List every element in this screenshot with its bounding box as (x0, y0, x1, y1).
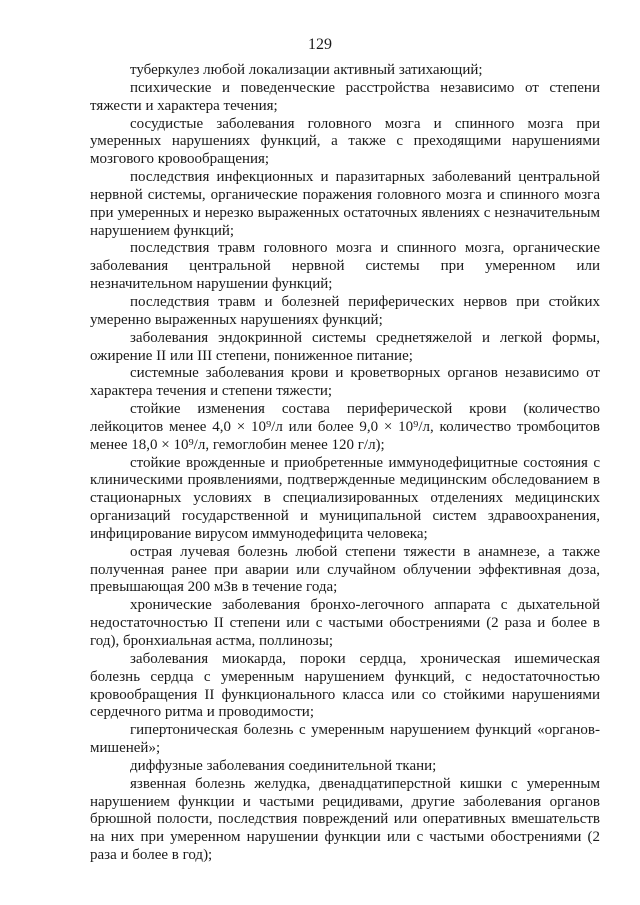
paragraph-blood-changes: стойкие изменения состава периферической крови (количество лейкоцитов менее 4,0 × 10⁹/л или более 9,0 × 10⁹/л, количество тромбоцитов менее 18,0 × 10⁹/л, гемоглобин менее 120 г/л); (90, 401, 600, 453)
paragraph-infection-consequences: последствия инфекционных и паразитарных заболеваний центральной нервной системы, органические поражения головного мозга и спинного мозга при умеренных и нерезко выраженных остаточных явлениях с незначительным нарушением функций; (90, 169, 600, 239)
paragraph-blood-diseases: системные заболевания крови и кроветворных органов независимо от характера течения и степени тяжести; (90, 365, 600, 400)
paragraph-peptic-ulcer: язвенная болезнь желудка, двенадцатиперстной кишки с умеренным нарушением функции и частыми рецидивами, другие заболевания органов брюшной полости, последствия повреждений или оперативных вмешательств на них при умеренном нарушении функции или с частыми обострениями (2 раза и более в год); (90, 775, 600, 864)
body-text (90, 62, 600, 865)
paragraph-myocardium: заболевания миокарда, пороки сердца, хроническая ишемическая болезнь сердца с умеренным нарушением функций, с недостаточностью кровообращения II функционального класса или со стойкими нарушениями сердечного ритма и проводимости; (90, 650, 600, 721)
paragraph-mental-disorders: психические и поведенческие расстройства независимо от степени тяжести и характера течения; (90, 79, 600, 114)
paragraph-brain-trauma: последствия травм головного мозга и спинного мозга, органические заболевания центральной нервной системы при умеренном или незначительном нарушении функций; (90, 240, 600, 293)
paragraph-endocrine: заболевания эндокринной системы среднетяжелой и легкой формы, ожирение II или III степени, пониженное питание; (90, 329, 600, 364)
paragraph-hypertension: гипертоническая болезнь с умеренным нарушением функций «органов-мишеней»; (90, 722, 600, 757)
page-number: 129 (308, 36, 332, 53)
paragraph-peripheral-nerves: последствия травм и болезней периферических нервов при стойких умеренно выраженных нарушениях функций; (90, 293, 600, 328)
paragraph-tuberculosis: туберкулез любой локализации активный затихающий; (130, 62, 483, 78)
paragraph-connective-tissue: диффузные заболевания соединительной ткани; (130, 757, 437, 774)
paragraph-immunodeficiency: стойкие врожденные и приобретенные иммунодефицитные состояния с клиническими проявлениями, подтвержденные медицинским обследованием в стационарных условиях в специализированных отделениях медицинских организаций государственной и муниципальной систем здравоохранения, инфицирование вирусом иммунодефицита человека; (90, 454, 600, 542)
paragraph-bronchopulmonary: хронические заболевания бронхо-легочного аппарата с дыхательной недостаточностью II степени или с частыми обострениями (2 раза и более в год), бронхиальная астма, поллинозы; (90, 597, 600, 649)
paragraph-radiation-sickness: острая лучевая болезнь любой степени тяжести в анамнезе, а также полученная ранее при аварии или случайном облучении эффективная доза, превышающая 200 мЗв в течение года; (90, 543, 600, 596)
paragraph-vascular-diseases: сосудистые заболевания головного мозга и спинного мозга при умеренных нарушениях функций, а также с преходящими нарушениями мозгового кровообращения; (90, 115, 600, 168)
